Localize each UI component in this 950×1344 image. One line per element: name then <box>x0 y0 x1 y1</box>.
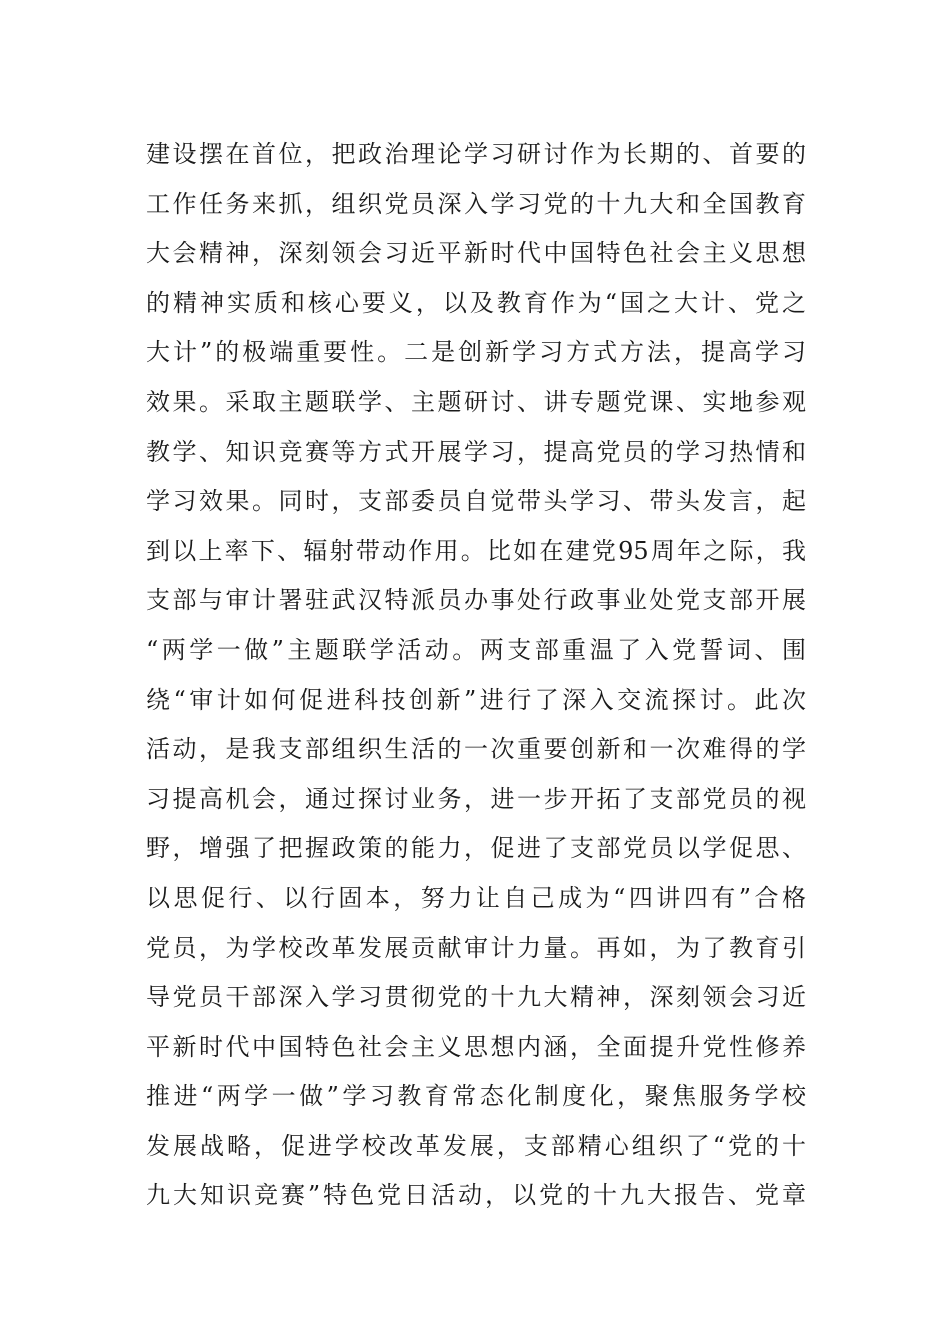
text-line-17: 党员，为学校改革发展贡献审计力量。再如，为了教育引 <box>146 933 806 962</box>
text-line-11: “两学一做”主题联学活动。两支部重温了入党誓词、围 <box>146 635 806 664</box>
text-line-7: 教学、知识竞赛等方式开展学习，提高党员的学习热情和 <box>146 437 806 466</box>
text-line-21: 发展战略，促进学校改革发展，支部精心组织了“党的十 <box>146 1131 806 1160</box>
text-line-4: 的精神实质和核心要义，以及教育作为“国之大计、党之 <box>146 288 806 317</box>
text-line-13: 活动，是我支部组织生活的一次重要创新和一次难得的学 <box>146 735 806 764</box>
text-line-14: 习提高机会，通过探讨业务，进一步开拓了支部党员的视 <box>146 784 806 813</box>
body-text <box>146 130 806 1221</box>
text-line-3: 大会精神，深刻领会习近平新时代中国特色社会主义思想 <box>146 239 806 268</box>
text-line-18: 导党员干部深入学习贯彻党的十九大精神，深刻领会习近 <box>146 983 806 1012</box>
text-line-22: 九大知识竞赛”特色党日活动，以党的十九大报告、党章 <box>146 1181 806 1210</box>
text-line-10: 支部与审计署驻武汉特派员办事处行政事业处党支部开展 <box>146 586 806 615</box>
text-line-8: 学习效果。同时，支部委员自觉带头学习、带头发言，起 <box>146 487 806 516</box>
text-line-9: 到以上率下、辐射带动作用。比如在建党95周年之际，我 <box>146 536 806 565</box>
text-line-15: 野，增强了把握政策的能力，促进了支部党员以学促思、 <box>146 834 806 863</box>
text-line-19: 平新时代中国特色社会主义思想内涵，全面提升党性修养 <box>146 1032 806 1061</box>
text-line-6: 效果。采取主题联学、主题研讨、讲专题党课、实地参观 <box>146 387 806 416</box>
text-line-2: 工作任务来抓，组织党员深入学习党的十九大和全国教育 <box>146 189 806 218</box>
text-line-20: 推进“两学一做”学习教育常态化制度化，聚焦服务学校 <box>146 1082 806 1111</box>
text-line-1: 建设摆在首位，把政治理论学习研讨作为长期的、首要的 <box>146 140 806 168</box>
text-line-12: 绕“审计如何促进科技创新”进行了深入交流探讨。此次 <box>146 685 806 714</box>
text-line-16: 以思促行、以行固本，努力让自己成为“四讲四有”合格 <box>146 883 806 912</box>
text-line-5: 大计”的极端重要性。二是创新学习方式方法，提高学习 <box>146 338 806 367</box>
